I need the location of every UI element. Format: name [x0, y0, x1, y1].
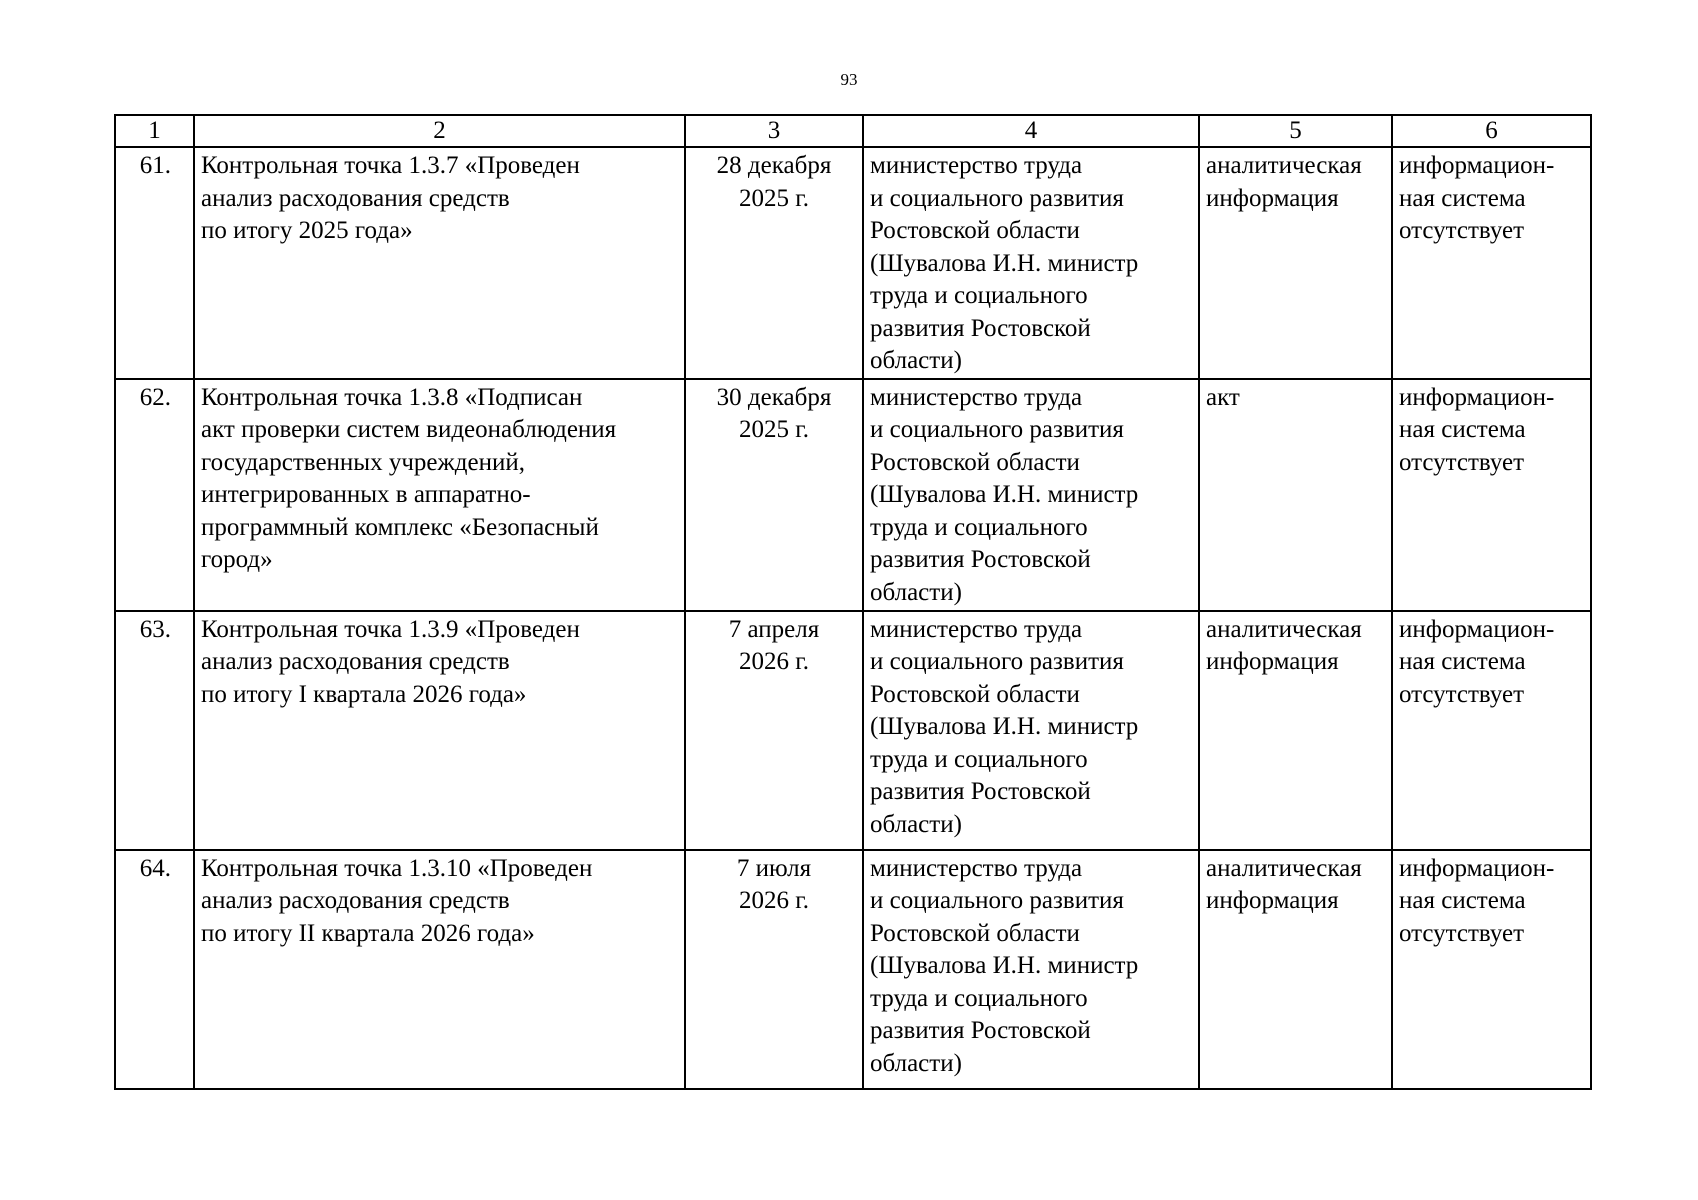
column-header-2: 2 — [194, 115, 685, 147]
info-system: информацион- ная система отсутствует — [1392, 147, 1591, 379]
control-point-description: Контрольная точка 1.3.7 «Проведен анализ расходования средств по итогу 2025 года» — [194, 147, 685, 379]
table-row — [115, 611, 1591, 850]
row-number: 61. — [115, 147, 194, 379]
row-number: 62. — [115, 379, 194, 611]
control-point-description: Контрольная точка 1.3.10 «Проведен анализ расходования средств по итогу II квартала 2026 года» — [194, 850, 685, 1089]
responsible-party: министерство труда и социального развития Ростовской области (Шувалова И.Н. министр труда и социального развития Ростовской области) — [863, 850, 1199, 1089]
control-point-description: Контрольная точка 1.3.8 «Подписан акт проверки систем видеонаблюдения государственных учреждений, интегрированных в аппаратно- программный комплекс «Безопасный город» — [194, 379, 685, 611]
due-date: 30 декабря 2025 г. — [685, 379, 863, 611]
info-system: информацион- ная система отсутствует — [1392, 611, 1591, 850]
document-type: аналитическая информация — [1199, 850, 1392, 1089]
table-row — [115, 850, 1591, 1089]
document-type: аналитическая информация — [1199, 611, 1392, 850]
column-header-4: 4 — [863, 115, 1199, 147]
table-row — [115, 379, 1591, 611]
column-header-1: 1 — [115, 115, 194, 147]
row-number: 63. — [115, 611, 194, 850]
page-number: 93 — [840, 70, 858, 89]
due-date: 28 декабря 2025 г. — [685, 147, 863, 379]
info-system: информацион- ная система отсутствует — [1392, 379, 1591, 611]
document-type: акт — [1199, 379, 1392, 611]
due-date: 7 апреля 2026 г. — [685, 611, 863, 850]
document-type: аналитическая информация — [1199, 147, 1392, 379]
info-system: информацион- ная система отсутствует — [1392, 850, 1591, 1089]
responsible-party: министерство труда и социального развития Ростовской области (Шувалова И.Н. министр труда и социального развития Ростовской области) — [863, 147, 1199, 379]
control-point-description: Контрольная точка 1.3.9 «Проведен анализ расходования средств по итогу I квартала 2026 года» — [194, 611, 685, 850]
column-header-5: 5 — [1199, 115, 1392, 147]
column-header-6: 6 — [1392, 115, 1591, 147]
table-header-row — [115, 115, 1591, 147]
responsible-party: министерство труда и социального развития Ростовской области (Шувалова И.Н. министр труда и социального развития Ростовской области) — [863, 611, 1199, 850]
due-date: 7 июля 2026 г. — [685, 850, 863, 1089]
responsible-party: министерство труда и социального развития Ростовской области (Шувалова И.Н. министр труда и социального развития Ростовской области) — [863, 379, 1199, 611]
column-header-3: 3 — [685, 115, 863, 147]
control-points-table — [114, 114, 1592, 1090]
row-number: 64. — [115, 850, 194, 1089]
table-row — [115, 147, 1591, 379]
